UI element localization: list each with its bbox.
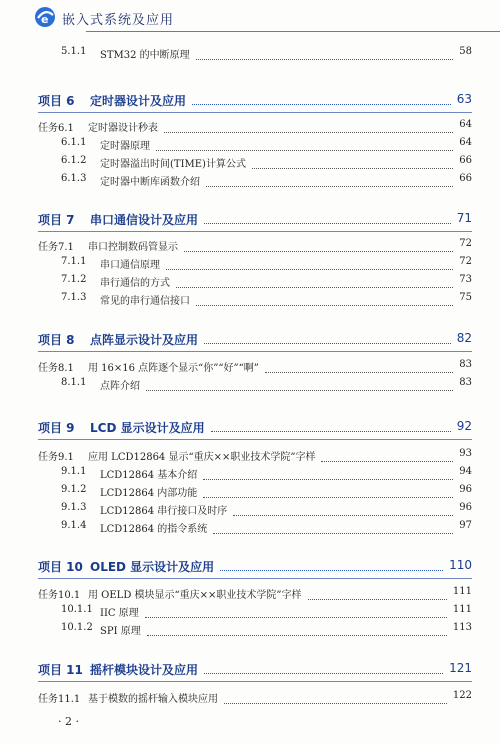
toc-page-number: 96 — [459, 484, 472, 495]
leader-dots — [184, 237, 453, 252]
toc-section[interactable] — [0, 604, 500, 620]
toc-entry-title: SPI 原理 — [100, 626, 141, 637]
toc-section[interactable] — [0, 484, 500, 500]
svg-text:e: e — [41, 13, 49, 26]
toc-page-number: 72 — [459, 256, 472, 267]
toc-page-number: 66 — [459, 155, 472, 166]
toc-entry-title: LCD12864 的指令系统 — [100, 524, 208, 535]
leader-dots — [196, 291, 453, 306]
toc-page-number: 66 — [459, 173, 472, 184]
toc-section[interactable] — [0, 137, 500, 153]
toc-page-number: 82 — [456, 331, 472, 345]
toc-entry-title: 点阵介绍 — [100, 381, 140, 392]
leader-dots — [204, 329, 451, 344]
toc-entry-number: 项目 8 — [38, 333, 75, 347]
toc-entry-number: 9.1.1 — [61, 466, 87, 477]
toc-entry-title: 应用 LCD12864 显示“重庆××职业技术学院”字样 — [88, 452, 316, 463]
toc-entry-number: 6.1.3 — [61, 173, 87, 184]
toc-section[interactable] — [0, 502, 500, 518]
toc-page-number: 111 — [452, 604, 472, 615]
toc-entry-title: 基于模数的摇杆输入模块应用 — [88, 694, 218, 705]
leader-dots — [233, 501, 453, 516]
toc-project[interactable] — [0, 92, 500, 112]
toc-entry-title: IIC 原理 — [100, 608, 139, 619]
leader-dots — [145, 603, 447, 618]
toc-entry-number: 任务6.1 — [38, 123, 74, 134]
toc-section[interactable] — [0, 274, 500, 290]
leader-dots — [196, 45, 453, 60]
toc-page-number: 121 — [449, 661, 472, 675]
toc-page-number: 83 — [459, 377, 472, 388]
leader-dots — [204, 209, 451, 224]
toc-page-number: 96 — [459, 502, 472, 513]
leader-dots — [252, 154, 453, 169]
toc-entry-number: 10.1.2 — [61, 622, 93, 633]
leader-dots — [224, 689, 447, 704]
toc-page-number: 64 — [459, 119, 472, 130]
toc-entry-number: 9.1.4 — [61, 520, 87, 531]
leader-dots — [147, 621, 447, 636]
leader-dots — [164, 118, 453, 133]
toc-entry-title: 定时器设计及应用 — [90, 94, 187, 108]
toc-section[interactable] — [0, 256, 500, 272]
toc-entry-title: LCD12864 基本介绍 — [100, 470, 198, 481]
toc-entry-number: 9.1.2 — [61, 484, 87, 495]
project-underline — [38, 231, 472, 232]
header-rule — [86, 31, 500, 32]
toc-page-number: 113 — [452, 622, 472, 633]
toc-page-number: 64 — [459, 137, 472, 148]
toc-entry-title: 串行通信的方式 — [100, 278, 170, 289]
book-title: 嵌入式系统及应用 — [62, 13, 175, 28]
book-logo-icon — [34, 6, 56, 28]
toc-page-number: 73 — [459, 274, 472, 285]
toc-project[interactable] — [0, 211, 500, 231]
toc-task[interactable] — [0, 359, 500, 375]
toc-entry-title: 摇杆模块设计及应用 — [90, 663, 199, 677]
toc-page-number: 63 — [456, 92, 472, 106]
running-header — [34, 4, 474, 34]
toc-entry-title: 串口通信原理 — [100, 260, 160, 271]
leader-dots — [308, 585, 447, 600]
toc-entry-number: 项目 11 — [38, 663, 83, 677]
toc-section[interactable] — [0, 466, 500, 482]
toc-page-number: 83 — [459, 359, 472, 370]
toc-entry-title: 常见的串行通信接口 — [100, 296, 190, 307]
toc-task[interactable] — [0, 448, 500, 464]
leader-dots — [206, 172, 453, 187]
toc-entry-number: 7.1.2 — [61, 274, 87, 285]
toc-page-number: 122 — [452, 690, 472, 701]
toc-entry-title: 定时器中断库函数介绍 — [100, 177, 200, 188]
leader-dots — [203, 465, 453, 480]
toc-entry-title: 定时器溢出时间(TIME)计算公式 — [100, 159, 246, 170]
page-number: · 2 · — [58, 715, 79, 728]
leader-dots — [192, 90, 451, 105]
project-underline — [38, 112, 472, 113]
toc-section[interactable] — [0, 292, 500, 308]
toc-page-number: 97 — [459, 520, 472, 531]
toc-entry-title: OLED 显示设计及应用 — [90, 560, 215, 574]
toc-section[interactable] — [0, 46, 500, 62]
toc-entry-number: 7.1.3 — [61, 292, 87, 303]
toc-page-number: 75 — [459, 292, 472, 303]
toc-entry-number: 9.1.3 — [61, 502, 87, 513]
leader-dots — [156, 136, 453, 151]
leader-dots — [220, 556, 443, 571]
toc-entry-number: 项目 7 — [38, 213, 75, 227]
toc-section[interactable] — [0, 377, 500, 393]
toc-project[interactable] — [0, 331, 500, 351]
project-underline — [38, 439, 472, 440]
toc-task[interactable] — [0, 238, 500, 254]
toc-entry-number: 任务11.1 — [38, 694, 81, 705]
toc-entry-number: 项目 6 — [38, 94, 75, 108]
toc-entry-title: LCD 显示设计及应用 — [90, 421, 205, 435]
toc-entry-number: 项目 9 — [38, 421, 75, 435]
toc-entry-number: 项目 10 — [38, 560, 83, 574]
toc-entry-number: 任务7.1 — [38, 242, 74, 253]
toc-entry-number: 任务10.1 — [38, 590, 81, 601]
toc-task[interactable] — [0, 586, 500, 602]
toc-entry-title: 定时器原理 — [100, 141, 150, 152]
project-underline — [38, 578, 472, 579]
toc-page-number: 110 — [449, 558, 472, 572]
leader-dots — [203, 483, 453, 498]
toc-entry-title: 用 16×16 点阵逐个显示“你”“好”“啊” — [88, 363, 259, 374]
toc-entry-title: LCD12864 串行接口及时序 — [100, 506, 228, 517]
leader-dots — [146, 376, 453, 391]
toc-entry-title: LCD12864 内部功能 — [100, 488, 198, 499]
toc-entry-title: 用 OELD 模块显示“重庆××职业技术学院”字样 — [88, 590, 302, 601]
project-underline — [38, 351, 472, 352]
toc-section[interactable] — [0, 520, 500, 536]
toc-entry-number: 任务8.1 — [38, 363, 74, 374]
toc-page-number: 58 — [459, 46, 472, 57]
toc-entry-title: 串口控制数码管显示 — [88, 242, 178, 253]
toc-section[interactable] — [0, 173, 500, 189]
toc-page-number: 71 — [456, 211, 472, 225]
leader-dots — [166, 255, 453, 270]
toc-entry-number: 6.1.2 — [61, 155, 87, 166]
toc-page-number: 94 — [459, 466, 472, 477]
toc-entry-number: 10.1.1 — [61, 604, 93, 615]
toc-page-number: 92 — [456, 419, 472, 433]
toc-project[interactable] — [0, 661, 500, 681]
toc-page-number: 111 — [452, 586, 472, 597]
toc-page-number: 93 — [459, 448, 472, 459]
leader-dots — [265, 358, 453, 373]
project-underline — [38, 681, 472, 682]
toc-entry-title: 定时器设计秒表 — [88, 123, 158, 134]
leader-dots — [204, 659, 443, 674]
toc-page-number: 72 — [459, 238, 472, 249]
toc-section[interactable] — [0, 622, 500, 638]
toc-entry-title: 串口通信设计及应用 — [90, 213, 199, 227]
leader-dots — [211, 417, 451, 432]
toc-task[interactable] — [0, 119, 500, 135]
toc-project[interactable] — [0, 419, 500, 439]
toc-entry-number: 5.1.1 — [61, 46, 87, 57]
toc-entry-title: 点阵显示设计及应用 — [90, 333, 199, 347]
toc-task[interactable] — [0, 690, 500, 706]
toc-section[interactable] — [0, 155, 500, 171]
leader-dots — [176, 273, 453, 288]
leader-dots — [213, 519, 453, 534]
toc-entry-number: 6.1.1 — [61, 137, 87, 148]
toc-entry-number: 任务9.1 — [38, 452, 74, 463]
toc-project[interactable] — [0, 558, 500, 578]
toc-entry-number: 8.1.1 — [61, 377, 87, 388]
toc-entry-title: STM32 的中断原理 — [100, 50, 190, 61]
leader-dots — [321, 447, 453, 462]
toc-entry-number: 7.1.1 — [61, 256, 87, 267]
